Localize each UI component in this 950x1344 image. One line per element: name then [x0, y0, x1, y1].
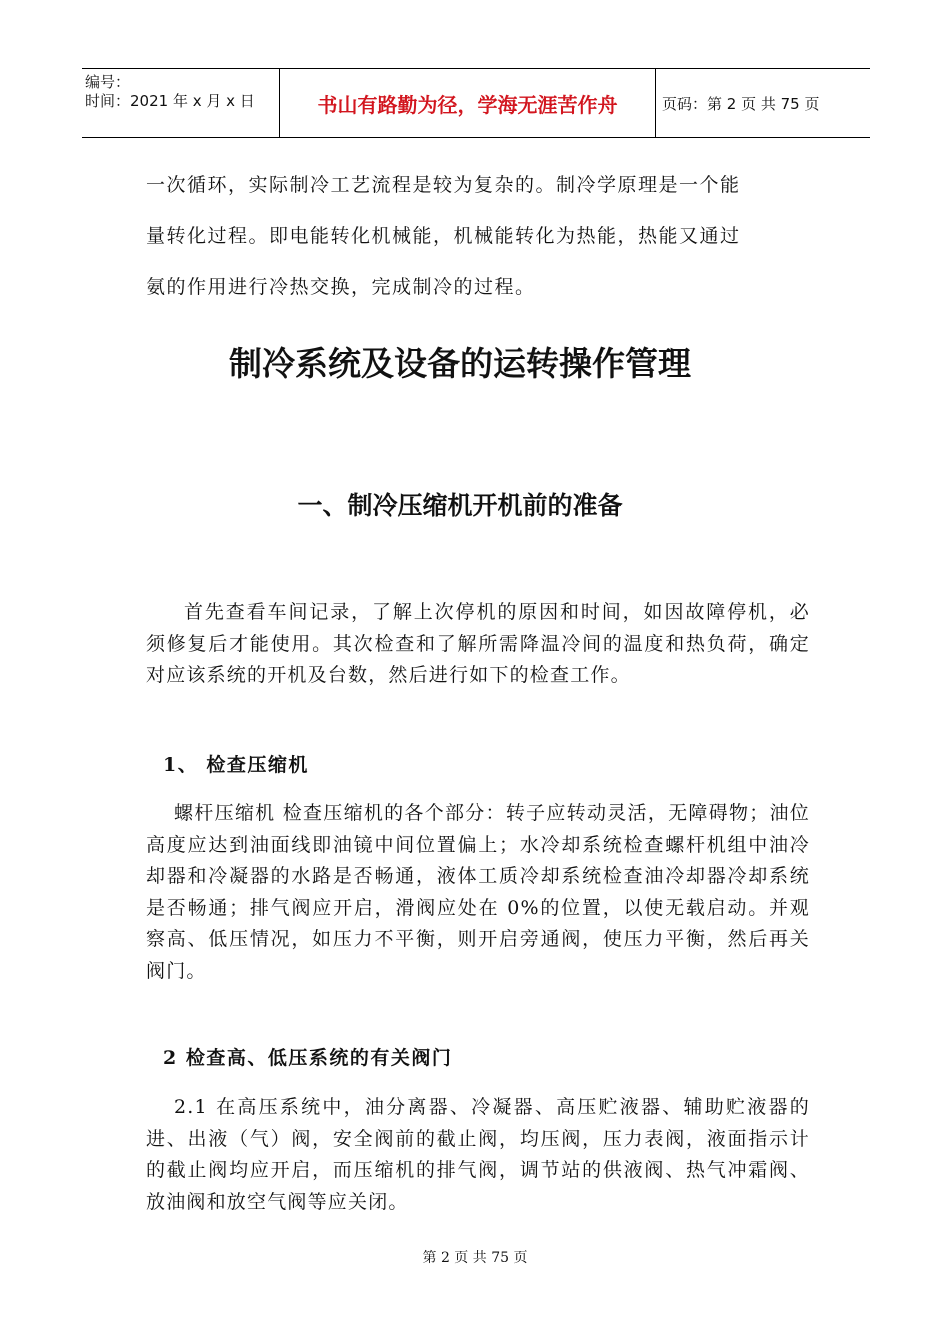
header-motto: 书山有路勤为径，学海无涯苦作舟: [280, 69, 656, 137]
intro-line: 一次循环，实际制冷工艺流程是较为复杂的。制冷学原理是一个能: [146, 174, 741, 196]
intro-line: 氨的作用进行冷热交换，完成制冷的过程。: [146, 276, 536, 298]
section-title: 一、制冷压缩机开机前的准备: [297, 491, 623, 520]
page-header: [82, 68, 870, 138]
paragraph-screw-compressor: 螺杆压缩机 检查压缩机的各个部分：转子应转动灵活，无障碍物；油位高度应达到油面线即油镜中间位置偏上；水冷却系统检查螺杆机组中油冷却器和冷凝器的水路是否畅通，液体工质冷却系统检查油冷却器冷却系统是否畅通；排气阀应开启，滑阀应处在 0%的位置，以使无载启动。并观察高、低压情况，如压力不平衡，则开启旁通阀，使压力平衡，然后再关阀门。: [146, 802, 810, 982]
intro-line: 量转化过程。即电能转化机械能，机械能转化为热能，热能又通过: [146, 225, 741, 247]
subheading-check-compressor: 1、 检查压缩机: [163, 754, 309, 776]
header-page-info: 页码：第 2 页 共 75 页: [662, 94, 820, 113]
paragraph-intro: 首先查看车间记录，了解上次停机的原因和时间，如因故障停机，必须修复后才能使用。其次检查和了解所需降温冷间的温度和热负荷，确定对应该系统的开机及台数，然后进行如下的检查工作。: [146, 601, 810, 686]
page-footer: 第 2 页 共 75 页: [422, 1250, 528, 1266]
number-label: 编号：: [85, 73, 131, 91]
time-label: 时间：2021 年 x 月 x 日: [85, 92, 255, 110]
subheading-check-valves: 2 检查高、低压系统的有关阀门: [163, 1047, 453, 1069]
paragraph-high-pressure: 2.1 在高压系统中，油分离器、冷凝器、高压贮液器、辅助贮液器的进、出液（气）阀，安全阀前的截止阀，均压阀，压力表阀，液面指示计的截止阀均应开启，而压缩机的排气阀，调节站的供液阀、热气冲霜阀、放油阀和放空气阀等应关闭。: [146, 1096, 810, 1213]
main-title: 制冷系统及设备的运转操作管理: [229, 344, 691, 383]
header-meta: [82, 69, 280, 137]
